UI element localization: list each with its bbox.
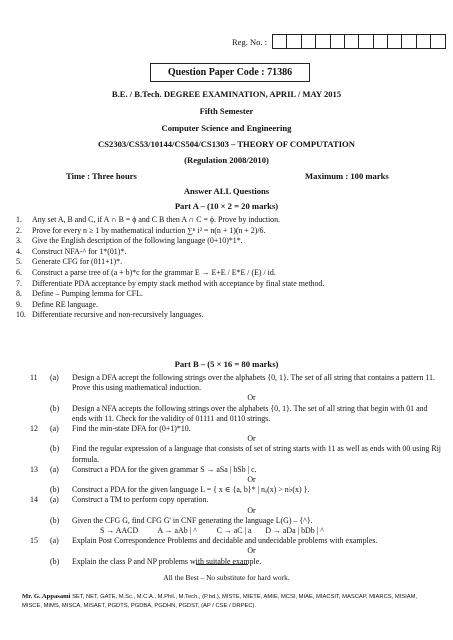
part-b-question [30,485,443,495]
question-text: Define – Pumping lemma for CFL. [32,289,143,299]
part-b-question [30,373,443,393]
question-text: Prove for every n ≥ 1 by mathematical induction ∑ⁿ i² = n(n + 1)(n + 2)/6. [32,225,266,235]
question-text: Find the min-state DFA for (0+1)*10. [72,424,191,434]
question-number [30,516,50,526]
part-b-question [30,557,443,567]
part-b-question [30,536,443,546]
or-separator: Or [247,434,256,444]
question-option: (b) [50,515,60,525]
question-text: Construct a PDA for the given grammar S → aSa | bSb | c. [72,464,257,474]
question-option: (a) [50,495,59,505]
question-number: 8. [16,289,22,299]
part-b-question [30,404,443,424]
register-digit-box [301,34,316,49]
part-a-question [16,310,441,321]
instruction: Answer ALL Questions [183,186,270,196]
question-number: 13 [30,464,38,474]
question-text: Explain the class P and NP problems with suitable example. [72,556,262,566]
register-number-label: Reg. No. : [232,36,267,47]
question-text: Construct a parse tree of (a + b)*c for the grammar E → E+E / E*E / (E) / id. [32,267,276,277]
register-digit-box [315,34,330,49]
maximum-marks: Maximum : 100 marks [305,171,389,181]
question-text: Construct a PDA for the given language L = { x ∈ {a, b}* | nₐ(x) > n♭(x) }. [72,485,310,495]
register-digit-box [330,34,345,49]
register-digit-box [373,34,388,49]
part-a-question [16,215,441,226]
question-number [30,444,50,464]
author-credentials: SET, NET, GATE, M.Sc., M.C.A., M.Phil., M.Tech., (P.hd.), MISTE, MIETE, AMIE, MCSI, MIAE, MIACSIT, MASCAP, MIARCS, MISIAM, MISCE, MIMS, MISCA, MISAET, PGDTS, PGDBA, PGDHN, PGDST, (AP / CSE / DRPEC). [22,594,418,609]
part-b-questions [30,373,443,567]
branch: Computer Science and Engineering [161,123,292,133]
part-a-question [16,236,441,247]
question-text: Explain Post Correspondence Problems and decidable and undecidable problems with examples. [72,536,378,546]
question-text: Give the English description of the following language (0+10)*1*. [32,236,243,246]
register-digit-box [387,34,402,49]
author-footer [22,592,432,611]
question-number: 7. [16,278,22,288]
question-text: Find the regular expression of a language that consists of set of string starts with 11 as well as ends with 00 using Rij formula. [72,444,441,464]
part-a-question [16,289,441,300]
part-b-question [30,495,443,505]
part-b-question [30,465,443,475]
part-a-question [16,279,441,290]
register-number-boxes [273,34,446,49]
part-a-question [16,257,441,268]
question-number: 9. [16,299,22,309]
question-option: (a) [50,536,59,546]
part-a-question [16,247,441,258]
author-name: Mr. G. Appasami [22,593,71,600]
question-number: 5. [16,257,22,267]
question-option: (a) [50,464,59,474]
part-a-question [16,226,441,237]
semester: Fifth Semester [199,106,254,116]
register-digit-box [358,34,373,49]
question-option: (a) [50,424,59,434]
closing-divider [196,564,248,565]
part-b-question [30,444,443,464]
or-separator: Or [247,475,256,485]
question-option: (a) [50,373,59,382]
question-option: (b) [50,444,60,454]
question-text: Generate CFG for (011+1)*. [32,257,123,267]
question-text: Differentiate PDA acceptance by empty stack method with acceptance by final state method. [32,278,325,288]
part-a-question [16,268,441,279]
part-b-question [30,424,443,434]
question-number: 3. [16,236,22,246]
course-title: CS2303/CS53/10144/CS504/CS1303 – THEORY OF COMPUTATION [98,139,355,149]
register-digit-box [416,34,431,49]
question-text: Design a NFA accepts the following strings over the alphabets {0, 1}. The set of all string that begin with 01 and ends with 11. Check for the validity of 01111 and 0110 strings. [72,403,428,423]
question-number [30,404,50,424]
question-text: Construct a TM to perform copy operation. [72,495,209,505]
register-digit-box [344,34,359,49]
question-text: Construct NFA-^ for 1*(01)*. [32,246,127,256]
exam-title: B.E. / B.Tech. DEGREE EXAMINATION, APRIL / MAY 2015 [111,89,342,99]
question-text: Differentiate recursive and non-recursively languages. [32,310,204,320]
question-number: 4. [16,246,22,256]
register-number [232,34,446,49]
question-number: 1. [16,215,22,224]
register-digit-box [272,34,287,49]
question-text: Design a DFA accept the following strings over the alphabets {0, 1}. The set of all string that contains a pattern 11. Prove this using mathematical induction. [72,373,435,393]
part-a-questions [16,215,441,321]
or-separator: Or [247,393,256,403]
question-number: 14 [30,495,38,505]
question-text: Any set A, B and C, if A ∩ B = ϕ and C B then A ∩ C = ϕ. Prove by induction. [32,215,281,224]
question-number: 12 [30,424,38,434]
question-number [30,557,50,567]
part-b-question [30,516,443,526]
closing-remark: All the Best – No substitute for hard work. [163,573,290,582]
part-a-title: Part A – (10 × 2 = 20 marks) [174,201,279,211]
question-option: (b) [50,485,60,495]
question-paper-code: Question Paper Code : 71386 [150,63,310,82]
or-separator: Or [247,546,256,556]
register-digit-box [286,34,301,49]
question-number: 6. [16,267,22,277]
question-text: Define RE language. [32,299,98,309]
question-text: Given the CFG G, find CFG G' in CNF generating the language L(G) – {^}. [72,515,313,525]
question-number: 10. [16,310,26,320]
grammar-productions: S → AACD A → aAb | ^ C → aC | a D → aDa | bDb | ^ [100,526,324,536]
question-number: 11 [30,373,38,382]
question-number: 2. [16,225,22,235]
part-a-question [16,300,441,311]
or-separator: Or [247,505,256,515]
question-number: 15 [30,536,38,546]
register-digit-box [430,34,445,49]
regulation: (Regulation 2008/2010) [184,155,269,165]
part-b-title: Part B – (5 × 16 = 80 marks) [174,359,279,369]
question-number [30,485,50,495]
question-option: (b) [50,556,60,566]
duration: Time : Three hours [66,171,137,181]
question-option: (b) [50,403,60,413]
register-digit-box [401,34,416,49]
